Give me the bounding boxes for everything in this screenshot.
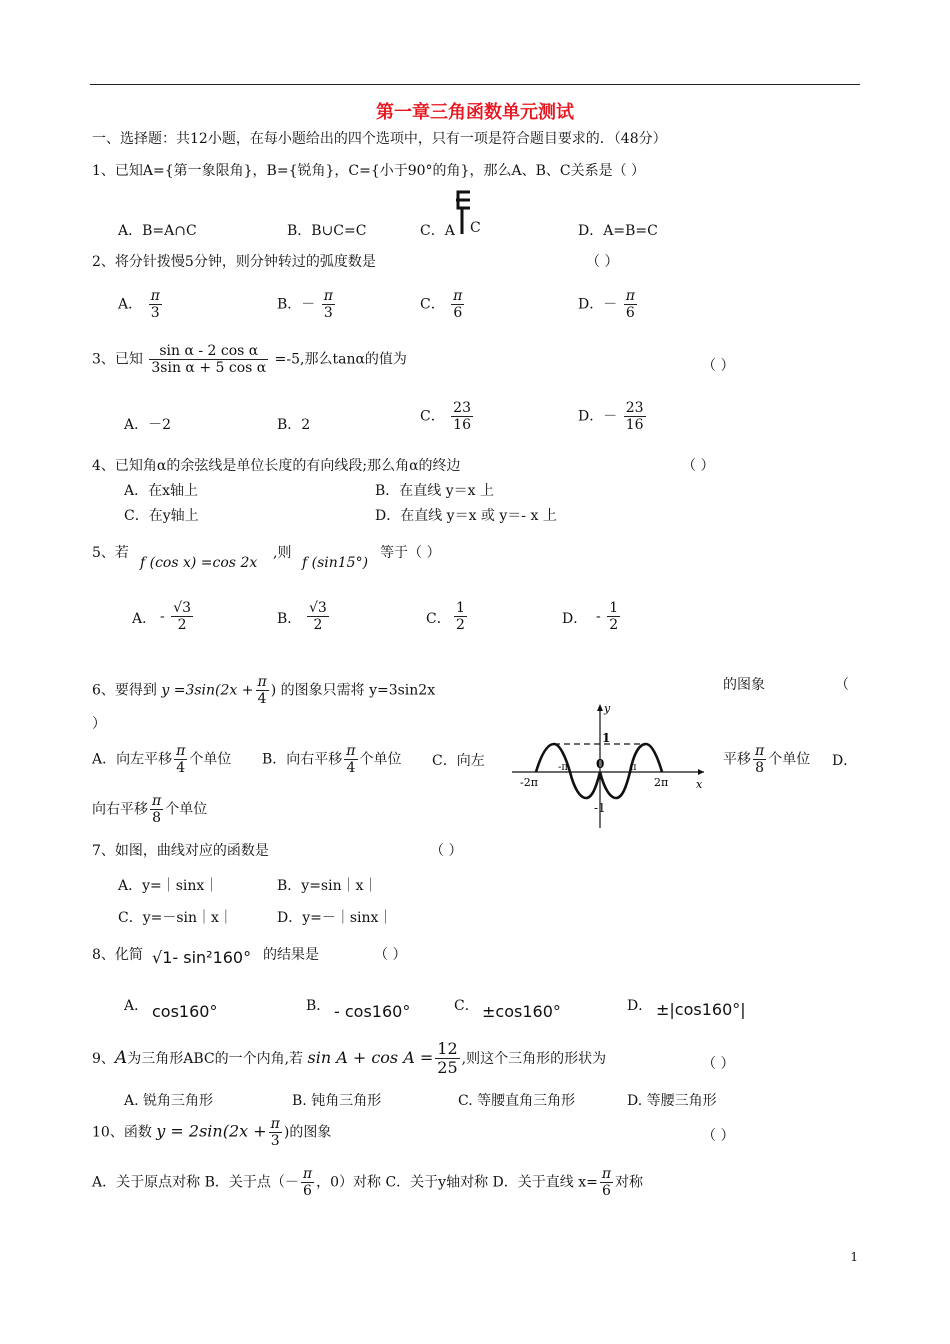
q8-option-a: cos160° <box>152 1002 218 1021</box>
q9-stem-pre: 9、 <box>92 1050 115 1067</box>
q1-option-c-tail: C <box>470 220 481 236</box>
q6-option-b <box>262 743 402 776</box>
curve-left-dip <box>570 772 600 798</box>
q3-c-num: 23 <box>453 400 471 416</box>
q9-num: 12 <box>437 1039 458 1058</box>
q2-c-num: π <box>453 288 463 304</box>
q7-option-d: D．y=－｜sinx｜ <box>277 910 393 926</box>
q2-option-a <box>118 288 164 321</box>
q9-den: 25 <box>437 1058 458 1078</box>
q9-stem-mid: 为三角形ABC的一个内角,若 <box>127 1050 304 1067</box>
graph-tick-neg2pi: -2π <box>520 776 538 789</box>
q10-stem-post: 的图象 <box>289 1124 332 1141</box>
q6-d-den: 8 <box>152 810 162 827</box>
q6-d-num: π <box>152 793 162 809</box>
sine-graph-figure <box>508 700 714 830</box>
q8-option-c-label: C． <box>454 998 479 1014</box>
q2-option-a-label: A． <box>118 296 143 313</box>
q4-paren: （ ） <box>682 458 715 474</box>
q10-b-num: π <box>302 1166 313 1182</box>
q3-num: sin α - 2 cos α <box>149 343 268 360</box>
y-axis-arrow-icon <box>597 704 603 711</box>
q5-stem-pre: 5、若 <box>92 545 129 561</box>
q6-c-num: π <box>755 743 765 759</box>
q5-option-c-label: C． <box>426 611 451 627</box>
q9-option-c: C. 等腰直角三角形 <box>458 1093 576 1109</box>
q2-b-den: 3 <box>323 305 333 322</box>
q5-expr1: f (cos x) =cos 2x <box>140 555 258 571</box>
q5-stem-post: 等于（ ） <box>380 545 441 561</box>
q6-option-d: D． <box>832 753 858 769</box>
q7-option-a: A．y=｜sinx｜ <box>118 878 219 894</box>
q1-option-c: C．A <box>420 223 455 239</box>
q10-option-d-tail: 对称 <box>615 1174 644 1191</box>
q5-option-c <box>452 600 469 633</box>
q5-a-neg: - <box>160 608 165 625</box>
q2-b-num: π <box>323 288 333 304</box>
section-intro: 一、选择题：共12小题，在每小题给出的四个选项中，只有一项是符合题目要求的．（48分） <box>92 131 667 147</box>
q1-option-d: D．A=B=C <box>578 223 658 239</box>
q5-mid: ,则 <box>273 545 292 561</box>
q7-option-b: B．y=sin｜x｜ <box>277 878 378 894</box>
q6-b-den: 4 <box>346 760 356 777</box>
q4-stem: 4、已知角α的余弦线是单位长度的有向线段;那么角α的终边 <box>92 458 461 474</box>
q5-c-den: 2 <box>456 617 465 634</box>
q6-a-unit: 个单位 <box>189 751 232 768</box>
q6-d-unit: 个单位 <box>165 801 208 818</box>
q2-a-num: π <box>150 288 160 304</box>
q6-paren-open: （ <box>835 677 849 693</box>
q5-a-num: √3 <box>173 600 192 616</box>
q4-option-a: A．在x轴上 <box>124 483 199 499</box>
q8-paren: （ ） <box>374 947 407 963</box>
q5-option-a-label: A． <box>132 611 157 627</box>
q3-option-c-label: C． <box>420 408 445 425</box>
q5-d-num: 1 <box>609 600 619 616</box>
q6-stem <box>92 674 435 707</box>
q10-expr-den: 3 <box>270 1133 280 1150</box>
graph-tick-one: 1 <box>602 731 611 745</box>
q3-stem-post: =-5,那么tanα的值为 <box>274 351 407 368</box>
q8-option-d-label: D． <box>627 998 653 1014</box>
q4-option-c: C．在y轴上 <box>124 508 199 524</box>
q10-option-b: B．关于点（－ <box>204 1174 299 1191</box>
q7-stem: 7、如图，曲线对应的函数是 <box>92 843 269 859</box>
q6-option-c-tail <box>723 743 810 776</box>
q5-option-b <box>305 600 331 633</box>
q6-a-num: π <box>176 743 186 759</box>
q10-stem-pre: 10、函数 <box>92 1124 152 1141</box>
q5-option-d-label: D． <box>562 611 588 627</box>
graph-x-label: x <box>696 778 703 791</box>
q2-paren: （ ） <box>586 254 619 270</box>
q3-c-den: 16 <box>453 417 471 434</box>
q2-d-den: 6 <box>625 305 635 322</box>
q6-stem-post: 的图象 <box>723 677 765 693</box>
q6-expr-den: 4 <box>257 691 267 708</box>
q8-option-c: ±cos160° <box>482 1002 561 1021</box>
q2-option-b <box>277 288 337 321</box>
page-title: 第一章三角函数单元测试 <box>376 102 574 123</box>
q2-a-den: 3 <box>150 305 160 322</box>
q3-option-a: A．－2 <box>124 417 172 433</box>
q10-expr-num: π <box>270 1116 280 1132</box>
q6-b-unit: 个单位 <box>359 751 402 768</box>
q5-option-a <box>160 600 195 633</box>
q5-c-num: 1 <box>456 600 465 616</box>
q2-option-c <box>420 288 466 321</box>
q5-expr2: f (sin15°) <box>302 555 369 571</box>
q9-stem <box>92 1040 606 1078</box>
graph-tick-pi: π <box>630 762 637 773</box>
q8-option-a-label: A． <box>124 998 149 1014</box>
q10-expr-close: ) <box>283 1124 290 1141</box>
q10-option-c: C．关于y轴对称 <box>385 1174 489 1191</box>
q3-d-num: 23 <box>625 400 644 416</box>
q9-stem-post: ,则这个三角形的形状为 <box>461 1050 607 1067</box>
q6-option-a-label: A．向左平移 <box>92 751 173 768</box>
q9-paren: （ ） <box>702 1056 735 1072</box>
q5-option-d <box>596 600 622 633</box>
q1-option-b: B．B∪C=C <box>287 223 367 239</box>
q5-a-den: 2 <box>177 617 187 634</box>
page-number: 1 <box>850 1250 858 1264</box>
q10-option-b-tail: ，0）对称 <box>316 1174 381 1191</box>
q6-option-b-label: B．向右平移 <box>262 751 343 768</box>
q8-option-b: - cos160° <box>334 1002 411 1021</box>
q6-d-label: 向右平移 <box>92 801 148 818</box>
q7-option-c: C．y=－sin｜x｜ <box>118 910 233 926</box>
q8-stem-pre: 8、化简 <box>92 947 143 963</box>
graph-tick-negpi: -π <box>558 762 568 773</box>
q10-options <box>92 1166 643 1199</box>
q9-option-a: A. 锐角三角形 <box>124 1093 214 1109</box>
q5-d-neg: - <box>596 608 601 625</box>
q6-option-c: C．向左 <box>432 753 485 769</box>
q6-option-a <box>92 743 231 776</box>
q4-option-b: B．在直线 y＝x 上 <box>375 483 494 499</box>
q3-option-b: B．2 <box>277 417 311 433</box>
q7-paren: （ ） <box>430 843 463 859</box>
q10-stem <box>92 1116 331 1149</box>
q6-c-den: 8 <box>755 760 765 777</box>
q2-d-num: π <box>625 288 635 304</box>
q10-expr: y = 2sin(2x + <box>156 1121 267 1141</box>
q6-b-num: π <box>346 743 356 759</box>
q3-d-den: 16 <box>625 417 644 434</box>
q8-option-b-label: B． <box>306 998 331 1014</box>
q6-a-den: 4 <box>176 760 186 777</box>
q3-paren: （ ） <box>702 358 735 374</box>
q5-b-den: 2 <box>313 617 323 634</box>
q1-stem: 1、已知A={第一象限角}，B={锐角}，C={小于90°的角}，那么A、B、C关系是（ ） <box>92 163 646 179</box>
q1-option-a: A．B=A∩C <box>118 223 197 239</box>
q10-paren: （ ） <box>702 1128 735 1144</box>
q9-option-d: D. 等腰三角形 <box>627 1093 717 1109</box>
q8-expr: √1- sin²160° <box>152 948 252 967</box>
q10-d-den: 6 <box>601 1183 611 1200</box>
q10-option-d: D．关于直线 x= <box>492 1174 598 1191</box>
q2-c-den: 6 <box>453 305 463 322</box>
q3-stem <box>92 343 407 376</box>
q6-c-unit: 个单位 <box>768 751 811 768</box>
q2-option-d <box>578 288 639 321</box>
graph-tick-neg-one: -1 <box>594 801 606 815</box>
q3-den: 3sin α + 5 cos α <box>151 360 267 377</box>
q9-angle-A: A <box>114 1047 128 1068</box>
graph-y-label: y <box>604 702 611 715</box>
q10-option-a: A．关于原点对称 <box>92 1174 201 1191</box>
q3-option-d-label: D．－ <box>578 408 618 425</box>
q9-expr: sin A + cos A = <box>307 1047 434 1067</box>
q2-option-c-label: C． <box>420 296 445 313</box>
q10-d-num: π <box>601 1166 612 1182</box>
graph-origin: 0 <box>596 757 605 771</box>
q6-option-d-tail <box>92 793 207 826</box>
q6-paren-close: ） <box>92 716 106 732</box>
q8-option-d: ±|cos160°| <box>656 1000 746 1019</box>
q8-stem-post: 的结果是 <box>263 947 319 963</box>
q9-option-b: B. 钝角三角形 <box>292 1093 382 1109</box>
q5-b-num: √3 <box>309 600 327 616</box>
q6-expr-num: π <box>257 674 267 690</box>
q3-option-c <box>420 400 475 433</box>
q6-expr: y =3sin(2x + <box>161 682 254 699</box>
top-rule <box>90 84 860 85</box>
q2-option-d-label: D．－ <box>578 296 618 313</box>
curve-right-dip <box>600 772 630 798</box>
q4-option-d: D．在直线 y＝x 或 y＝- x 上 <box>375 508 557 524</box>
q6-expr-close: ) <box>270 682 277 699</box>
x-axis-arrow-icon <box>698 769 704 775</box>
q6-stem-pre: 6、要得到 <box>92 682 157 699</box>
q3-option-d <box>578 400 648 433</box>
graph-tick-2pi: 2π <box>654 776 669 789</box>
q10-b-den: 6 <box>303 1183 312 1200</box>
q6-stem-mid: 的图象只需将 y=3sin2x <box>280 682 436 699</box>
q5-d-den: 2 <box>609 617 619 634</box>
subset-symbol-icon <box>452 188 474 238</box>
q5-option-b-label: B． <box>277 611 302 627</box>
q2-option-b-label: B．－ <box>277 296 316 313</box>
q2-stem: 2、将分针拨慢5分钟，则分钟转过的弧度数是 <box>92 254 376 270</box>
q3-stem-pre: 3、已知 <box>92 351 143 368</box>
q6-c-label: 平移 <box>723 751 751 768</box>
